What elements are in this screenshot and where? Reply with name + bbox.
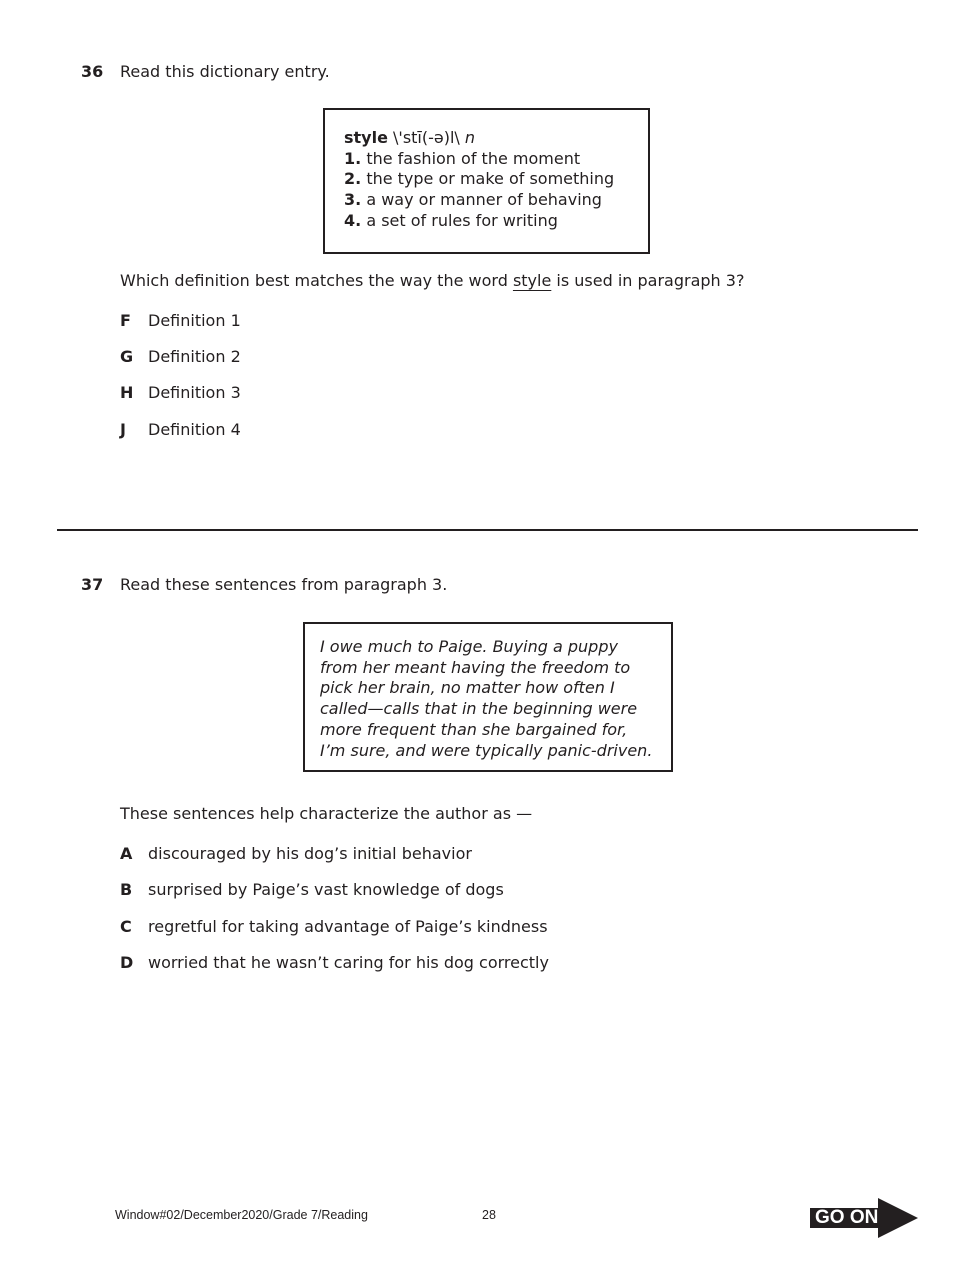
option-text-b[interactable]: surprised by Paige’s vast knowledge of dogs — [148, 880, 504, 899]
option-text-c[interactable]: regretful for taking advantage of Paige’s kindness — [148, 917, 548, 936]
option-letter-j[interactable]: J — [120, 420, 126, 439]
excerpt-line: from her meant having the freedom to — [320, 657, 631, 677]
definition-text: a set of rules for writing — [366, 210, 558, 230]
dictionary-definition — [344, 211, 614, 232]
excerpt-line: I’m sure, and were typically panic-driven. — [320, 740, 653, 760]
option-text-j[interactable]: Definition 4 — [148, 420, 241, 439]
question-37-intro: Read these sentences from paragraph 3. — [120, 575, 448, 594]
option-letter-b[interactable]: B — [120, 880, 133, 899]
question-36-intro: Read this dictionary entry. — [120, 62, 330, 81]
option-text-h[interactable]: Definition 3 — [148, 383, 241, 402]
excerpt-line: I owe much to Paige. Buying a puppy — [320, 637, 618, 656]
question-36-number: 36 — [81, 62, 104, 81]
section-divider — [57, 529, 918, 531]
dictionary-part-of-speech: n — [464, 128, 476, 147]
excerpt-line: called—calls that in the beginning were — [320, 699, 638, 719]
question-37-stem: These sentences help characterize the author as — — [120, 804, 533, 823]
option-text-f[interactable]: Definition 1 — [148, 311, 241, 330]
dictionary-definition — [344, 190, 614, 211]
definition-text: a way or manner of behaving — [366, 190, 602, 210]
go-on-button[interactable] — [810, 1198, 920, 1238]
option-letter-a[interactable]: A — [120, 844, 133, 863]
question-36-stem — [120, 271, 744, 290]
dictionary-definition — [344, 169, 614, 190]
question-36-underlined-word: style — [512, 271, 552, 290]
definition-number: 3. — [344, 190, 362, 210]
dictionary-headword-line — [344, 128, 614, 149]
go-on-label: GO ON — [815, 1207, 879, 1228]
option-letter-f[interactable]: F — [120, 311, 131, 330]
definition-text: the fashion of the moment — [366, 148, 581, 168]
option-letter-h[interactable]: H — [120, 383, 134, 402]
definition-number: 4. — [344, 210, 362, 230]
page-number: 28 — [482, 1208, 496, 1222]
dictionary-entry-box — [323, 108, 650, 254]
question-36-stem-start: Which definition best matches the way the word — [120, 271, 513, 290]
definition-number: 2. — [344, 169, 362, 189]
excerpt-text — [320, 637, 652, 761]
dictionary-definition — [344, 149, 614, 170]
option-letter-c[interactable]: C — [120, 917, 132, 936]
excerpt-box — [303, 622, 673, 772]
definition-number: 1. — [344, 148, 362, 168]
option-text-a[interactable]: discouraged by his dog’s initial behavior — [148, 844, 472, 863]
dictionary-headword: style — [344, 128, 388, 147]
dictionary-pronunciation: \'stī(-ə)l\ — [393, 128, 460, 147]
footer-source: Window#02/December2020/Grade 7/Reading — [115, 1208, 368, 1222]
option-letter-d[interactable]: D — [120, 953, 134, 972]
definition-text: the type or make of something — [366, 169, 615, 189]
question-37-number: 37 — [81, 575, 104, 594]
dictionary-entry — [344, 128, 614, 232]
option-text-g[interactable]: Definition 2 — [148, 347, 241, 366]
excerpt-line: pick her brain, no matter how often I — [320, 678, 615, 698]
option-text-d[interactable]: worried that he wasn’t caring for his dog correctly — [148, 953, 549, 972]
option-letter-g[interactable]: G — [120, 347, 134, 366]
excerpt-line: more frequent than she bargained for, — [320, 719, 628, 739]
question-36-stem-end: is used in paragraph 3? — [551, 271, 745, 290]
